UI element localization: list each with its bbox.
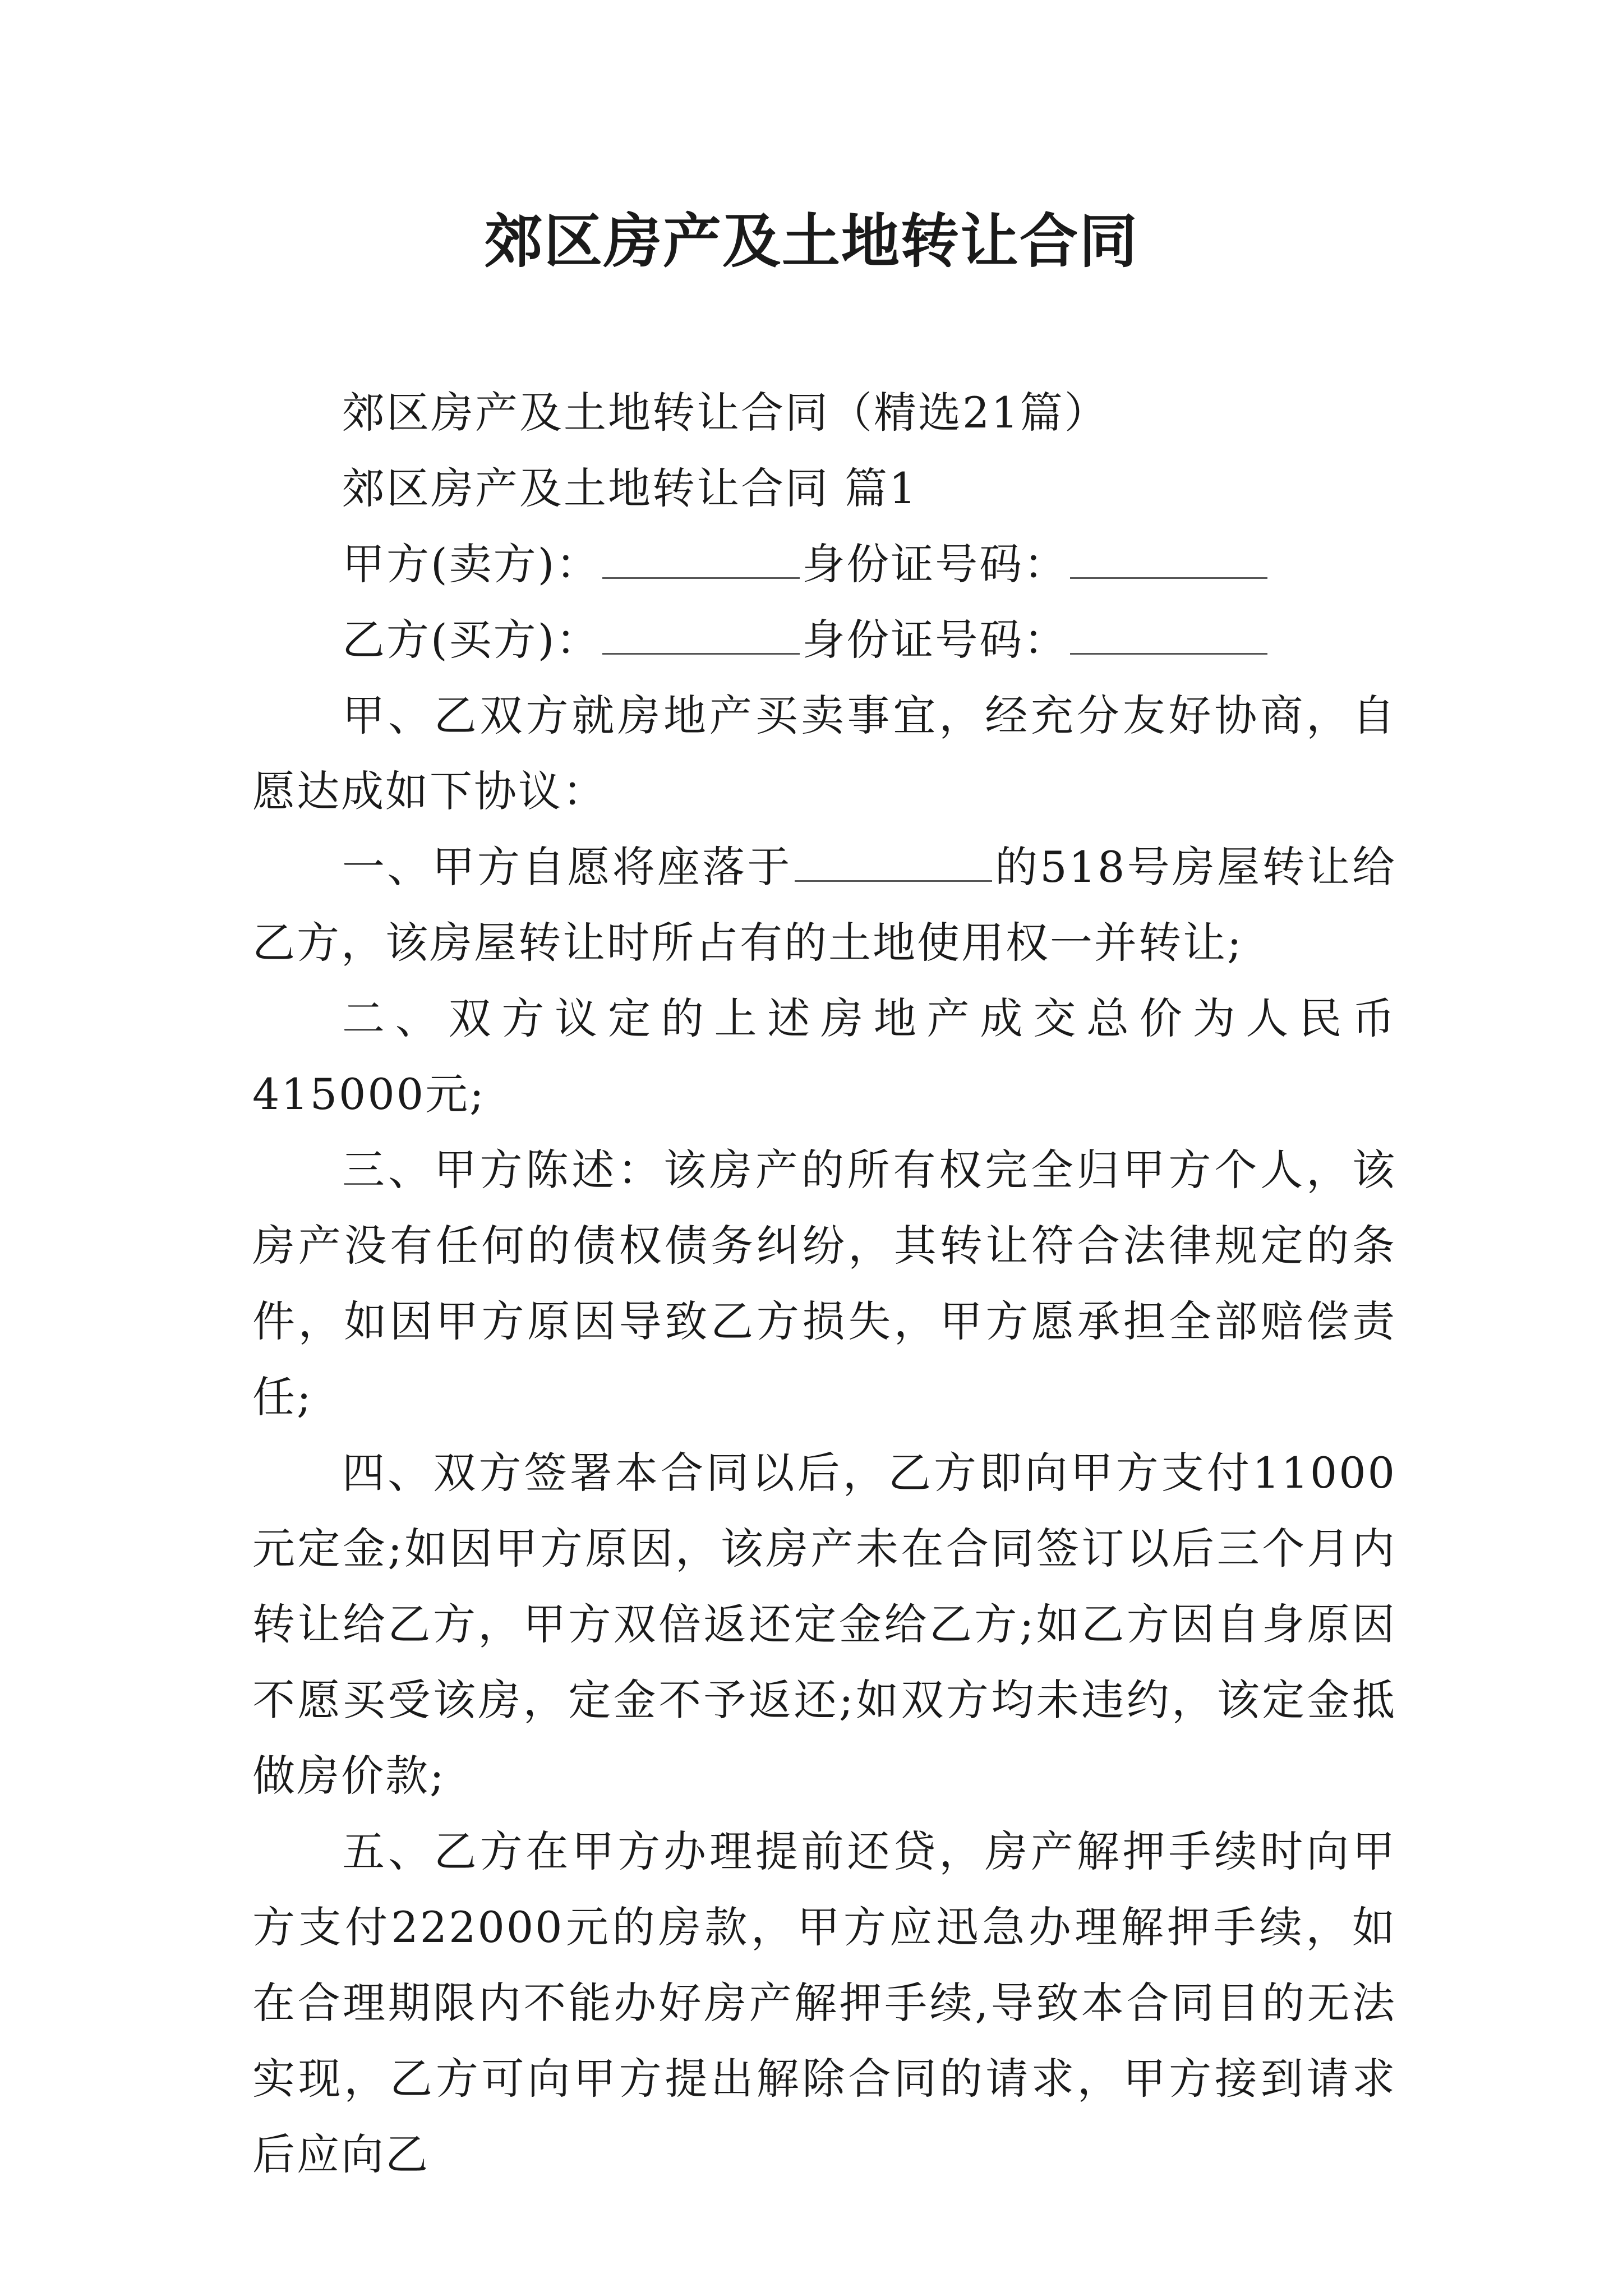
- clause-1-end: 的518号房屋转让给乙方，该房屋转让时所占有的土地使用权一并转让;: [252, 842, 1397, 968]
- party-b-line: [252, 602, 1396, 678]
- party-a-name-blank: [602, 544, 800, 579]
- intro-paragraph: 甲、乙双方就房地产买卖事宜，经充分友好协商，自愿达成如下协议：: [252, 691, 1396, 816]
- party-a-line: [252, 526, 1396, 602]
- document-title: 郊区房产及土地转让合同: [484, 206, 1138, 275]
- party-b-id-blank: [1070, 619, 1267, 655]
- clause-1: [252, 829, 1396, 981]
- clause-4: 四、双方签署本合同以后，乙方即向甲方支付11000元定金;如因甲方原因，该房产未在合同签订以后三个月内转让给乙方，甲方双倍返还定金给乙方;如乙方因自身原因不愿买受该房，定金不予返还;如双方均未违约，该定金抵做房价款;: [252, 1448, 1396, 1801]
- clause-2: 二、双方议定的上述房地产成交总价为人民币415000元;: [252, 993, 1396, 1119]
- location-blank: [795, 846, 992, 882]
- clause-5: 五、乙方在甲方办理提前还贷，房产解押手续时向甲方支付222000元的房款，甲方应迅急办理解押手续，如在合理期限内不能办好房产解押手续,导致本合同目的无法实现，乙方可向甲方提出解除合同的请求，甲方接到请求后应向乙: [252, 1826, 1396, 2179]
- section-heading: 郊区房产及土地转让合同 篇1: [342, 463, 918, 513]
- party-a-label: 甲方(卖方)：: [342, 539, 601, 589]
- party-b-name-blank: [602, 619, 800, 655]
- document-body: [252, 375, 1396, 2192]
- document-subtitle: 郊区房产及土地转让合同（精选21篇）: [342, 388, 1109, 438]
- party-b-label: 乙方(买方)：: [342, 615, 601, 665]
- party-b-id-label: 身份证号码：: [802, 615, 1068, 665]
- clause-3: 三、甲方陈述：该房产的所有权完全归甲方个人，该房产没有任何的债权债务纠纷，其转让符合法律规定的条件，如因甲方原因导致乙方损失，甲方愿承担全部赔偿责任;: [252, 1145, 1396, 1422]
- party-a-id-label: 身份证号码：: [802, 539, 1068, 589]
- clause-1-start: 一、甲方自愿将座落于: [342, 842, 792, 892]
- party-a-id-blank: [1070, 544, 1267, 579]
